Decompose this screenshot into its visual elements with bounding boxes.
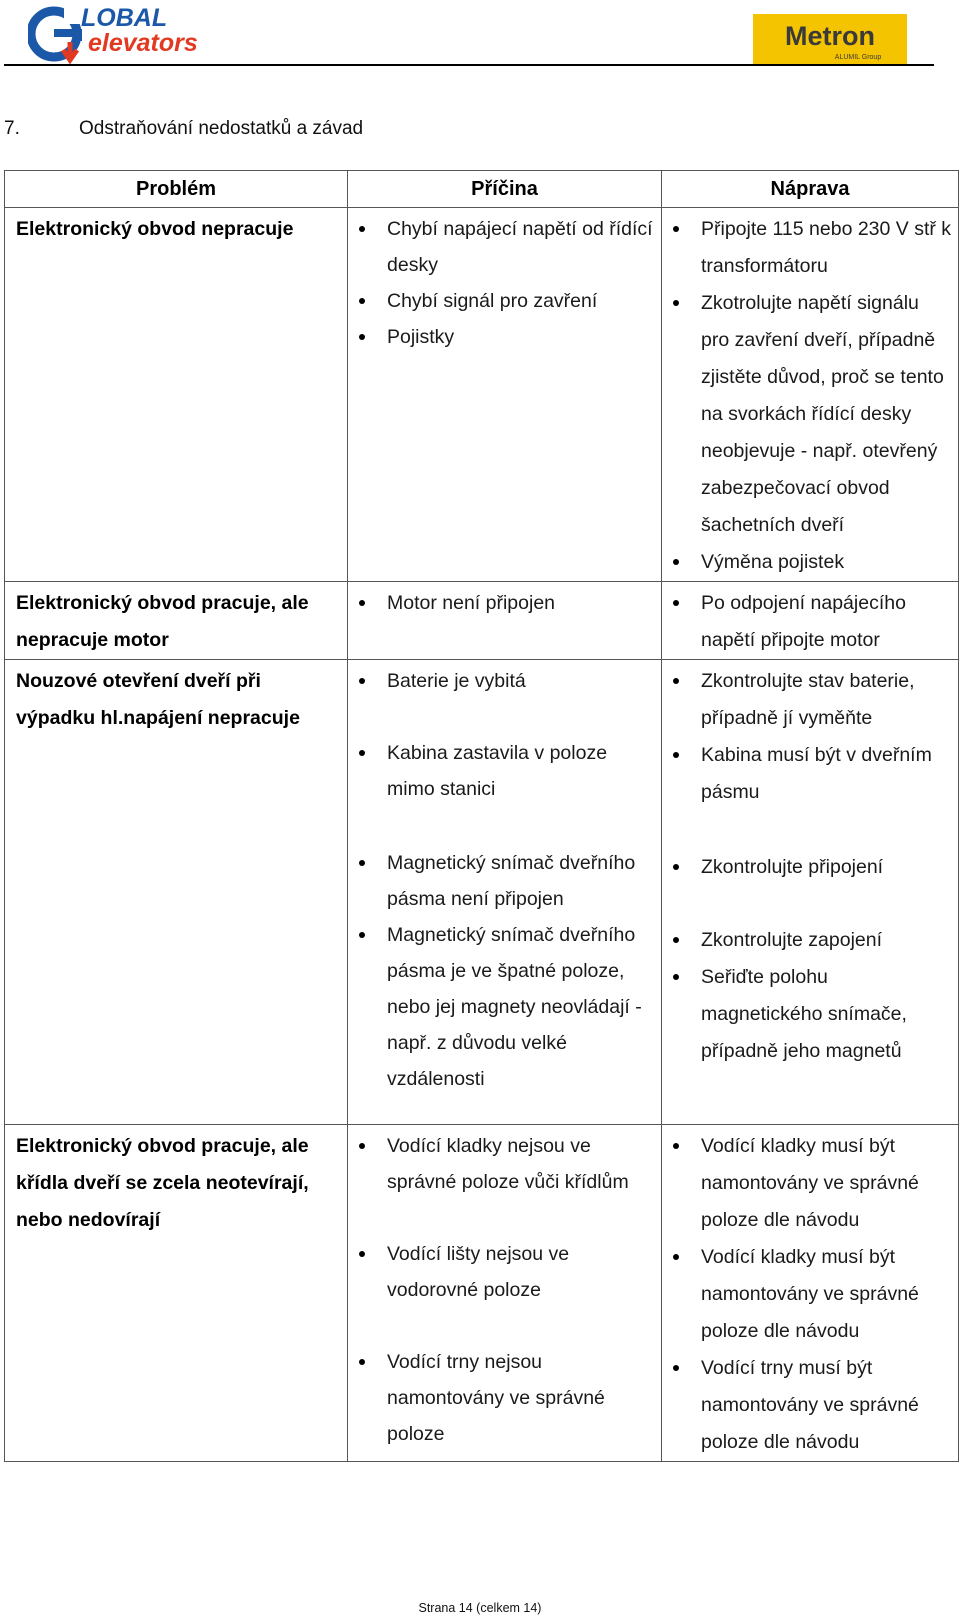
list-item: Motor není připojen (348, 585, 655, 621)
list-item: Vodící trny nejsou namontovány ve správné poloze (348, 1344, 655, 1452)
list-item: Vodící kladky musí být namontovány ve správné poloze dle návodu (662, 1128, 952, 1239)
table-row (5, 582, 959, 660)
list-item: Vodící kladky musí být namontovány ve správné poloze dle návodu (662, 1239, 952, 1350)
troubleshooting-table (4, 170, 959, 1462)
list-item: Seřiďte polohu magnetického snímače, případně jeho magnetů (662, 959, 952, 1070)
list-item: Chybí napájecí napětí od řídící desky (348, 211, 655, 283)
list-item: Zkontrolujte zapojení (662, 922, 952, 959)
column-header-problem: Problém (5, 171, 348, 208)
cause-cell (348, 1125, 662, 1462)
remedy-cell (662, 1125, 959, 1462)
problem-cell: Elektronický obvod pracuje, ale křídla dveří se zcela neotevírají, nebo nedovírají (5, 1125, 348, 1462)
list-item: Kabina musí být v dveřním pásmu (662, 737, 952, 811)
list-item: Magnetický snímač dveřního pásma není připojen (348, 845, 655, 917)
list-item: Kabina zastavila v poloze mimo stanici (348, 735, 655, 807)
metron-logo (753, 14, 907, 65)
logo-wordmark-bottom: elevators (88, 29, 198, 57)
list-item: Vodící trny musí být namontovány ve správné poloze dle návodu (662, 1350, 952, 1461)
list-item: Po odpojení napájecího napětí připojte motor (662, 585, 952, 659)
section-title: Odstraňování nedostatků a závad (79, 118, 364, 139)
table-row (5, 660, 959, 1125)
page-header (0, 0, 960, 70)
cause-cell (348, 660, 662, 1125)
list-item: Baterie je vybitá (348, 663, 655, 699)
table-header-row (5, 171, 959, 208)
page-footer: Strana 14 (celkem 14) (418, 1601, 542, 1615)
header-divider (4, 64, 934, 66)
section-number: 7. (4, 118, 20, 139)
list-item: Vodící lišty nejsou ve vodorovné poloze (348, 1236, 655, 1308)
list-item: Magnetický snímač dveřního pásma je ve špatné poloze, nebo jej magnety neovládají - např. z důvodu velké vzdálenosti (348, 917, 655, 1097)
column-header-cause: Příčina (348, 171, 662, 208)
list-item: Zkotrolujte napětí signálu pro zavření dveří, případně zjistěte důvod, proč se tento na svorkách řídící desky neobjevuje - např. otevřený zabezpečovací obvod šachetních dveří (662, 285, 952, 544)
remedy-cell (662, 660, 959, 1125)
remedy-cell (662, 582, 959, 660)
table-row (5, 1125, 959, 1462)
list-item: Chybí signál pro zavření (348, 283, 655, 319)
problem-cell: Nouzové otevření dveří při výpadku hl.napájení nepracuje (5, 660, 348, 1125)
global-elevators-logo (28, 2, 223, 64)
list-item: Zkontrolujte stav baterie, případně jí vyměňte (662, 663, 952, 737)
list-item: Pojistky (348, 319, 655, 355)
problem-cell: Elektronický obvod pracuje, ale nepracuje motor (5, 582, 348, 660)
metron-tagline: ALUMIL Group (834, 54, 882, 61)
list-item: Zkontrolujte připojení (662, 849, 952, 886)
list-item: Připojte 115 nebo 230 V stř k transformátoru (662, 211, 952, 285)
problem-cell: Elektronický obvod nepracuje (5, 208, 348, 582)
table-row (5, 208, 959, 582)
metron-wordmark: Metron (785, 21, 875, 51)
cause-cell (348, 582, 662, 660)
list-item: Vodící kladky nejsou ve správné poloze vůči křídlům (348, 1128, 655, 1200)
column-header-remedy: Náprava (662, 171, 959, 208)
logo-wordmark-top: LOBAL (81, 4, 168, 32)
remedy-cell (662, 208, 959, 582)
cause-cell (348, 208, 662, 582)
list-item: Výměna pojistek (662, 544, 952, 581)
